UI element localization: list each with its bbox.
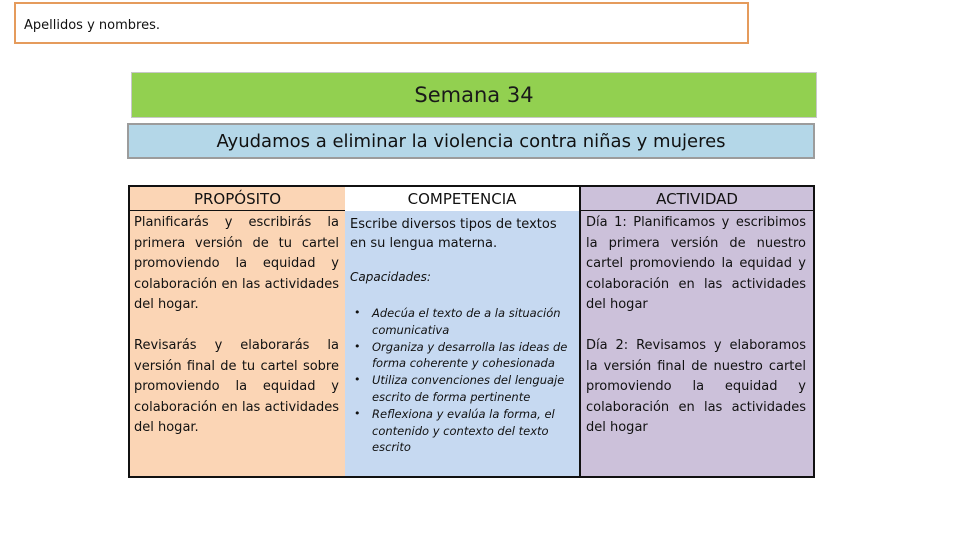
bullet-icon: • — [354, 306, 361, 319]
week-banner — [131, 72, 817, 118]
proposito-header: PROPÓSITO — [130, 187, 345, 211]
bullet-icon: • — [354, 373, 361, 387]
learning-table — [128, 185, 815, 478]
day-label: Día 1: — [586, 215, 627, 230]
capacidades-label: Capacidades: — [350, 270, 431, 284]
capacidad-item: • Utiliza convenciones del lenguaje escrito de forma pertinente — [354, 373, 565, 404]
capacidades-list — [345, 305, 577, 456]
capacidad-item: • Adecúa el texto de a la situación comunicativa — [354, 306, 561, 337]
competencia-intro: Escribe diversos tipos de textos en su lengua materna. — [350, 217, 557, 251]
bullet-icon: • — [354, 339, 361, 353]
bullet-icon: • — [354, 406, 361, 420]
capacidad-item: • Organiza y desarrolla las ideas de forma coherente y cohesionada — [354, 339, 568, 371]
competencia-header: COMPETENCIA — [345, 187, 579, 211]
actividad-item-2: Día 2: Revisamos y elaboramos la versión final de nuestro cartel promoviendo la equidad y colaboración en las actividades del hogar — [586, 338, 806, 435]
actividad-column — [581, 187, 813, 476]
proposito-column — [130, 187, 345, 476]
week-title: Semana 34 — [414, 83, 534, 107]
theme-banner — [127, 123, 815, 159]
name-label: Apellidos y nombres. — [24, 18, 160, 33]
competencia-column — [345, 187, 581, 476]
actividad-header: ACTIVIDAD — [581, 187, 813, 211]
proposito-item-1: Planificarás y escribirás la primera versión de tu cartel promoviendo la equidad y colaboración en las actividades del hogar. — [134, 215, 339, 312]
actividad-item-1: Día 1: Planificamos y escribimos la primera versión de nuestro cartel promoviendo la equidad y colaboración en las actividades del hogar — [586, 215, 806, 312]
proposito-item-2: Revisarás y elaborarás la versión final de tu cartel sobre promoviendo la equidad y colaboración en las actividades del hogar. — [134, 338, 339, 435]
capacidad-item: • Reflexiona y evalúa la forma, el contenido y contexto del texto escrito — [354, 406, 555, 455]
day-label: Día 2: — [586, 338, 629, 353]
name-field[interactable] — [14, 2, 749, 44]
theme-title: Ayudamos a eliminar la violencia contra niñas y mujeres — [216, 130, 726, 152]
